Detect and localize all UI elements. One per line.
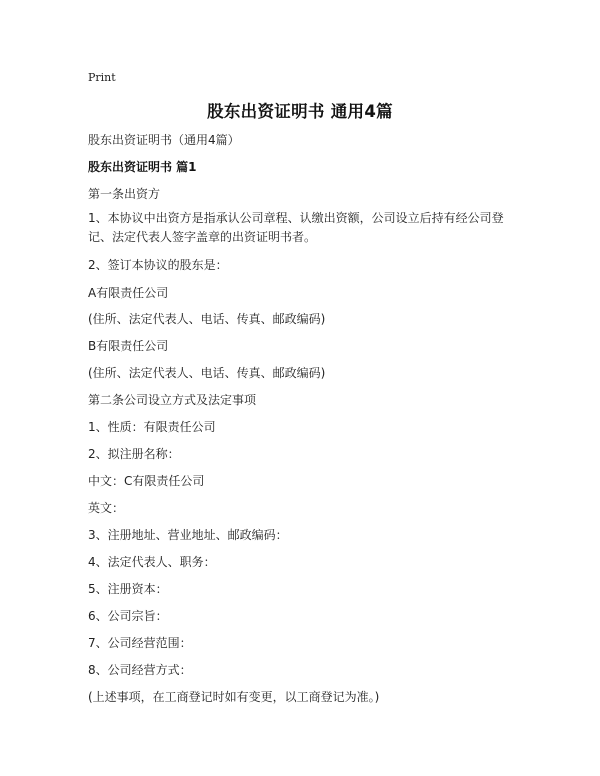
- paragraph: 4、法定代表人、职务：: [88, 555, 216, 569]
- paragraph: 1、性质：有限责任公司: [88, 420, 216, 434]
- paragraph: (住所、法定代表人、电话、传真、邮政编码): [88, 366, 326, 380]
- print-label: Print: [88, 71, 116, 84]
- article-heading: 第二条公司设立方式及法定事项: [88, 393, 257, 407]
- paragraph: B有限责任公司: [88, 339, 169, 353]
- paragraph: 1、本协议中出资方是指承认公司章程、认缴出资额，公司设立后持有经公司登记、法定代表人签字盖章的出资证明书者。: [88, 211, 504, 244]
- paragraph: 中文：C有限责任公司: [88, 474, 205, 488]
- paragraph: 英文：: [88, 501, 125, 515]
- paragraph: (上述事项，在工商登记时如有变更，以工商登记为准。): [88, 690, 380, 704]
- paragraph: 6、公司宗旨：: [88, 609, 168, 623]
- paragraph: 7、公司经营范围：: [88, 636, 192, 650]
- paragraph: 8、公司经营方式：: [88, 663, 192, 677]
- paragraph: (住所、法定代表人、电话、传真、邮政编码): [88, 312, 326, 326]
- document-title: 股东出资证明书 通用4篇: [207, 102, 393, 121]
- paragraph: 2、签订本协议的股东是：: [88, 258, 228, 272]
- paragraph: 2、拟注册名称：: [88, 447, 180, 461]
- section-heading: 股东出资证明书 篇1: [88, 160, 197, 174]
- paragraph: 3、注册地址、营业地址、邮政编码：: [88, 528, 288, 542]
- document-subtitle: 股东出资证明书（通用4篇）: [88, 133, 240, 147]
- paragraph: 5、注册资本：: [88, 582, 168, 596]
- paragraph: A有限责任公司: [88, 286, 169, 300]
- article-heading: 第一条出资方: [88, 187, 161, 201]
